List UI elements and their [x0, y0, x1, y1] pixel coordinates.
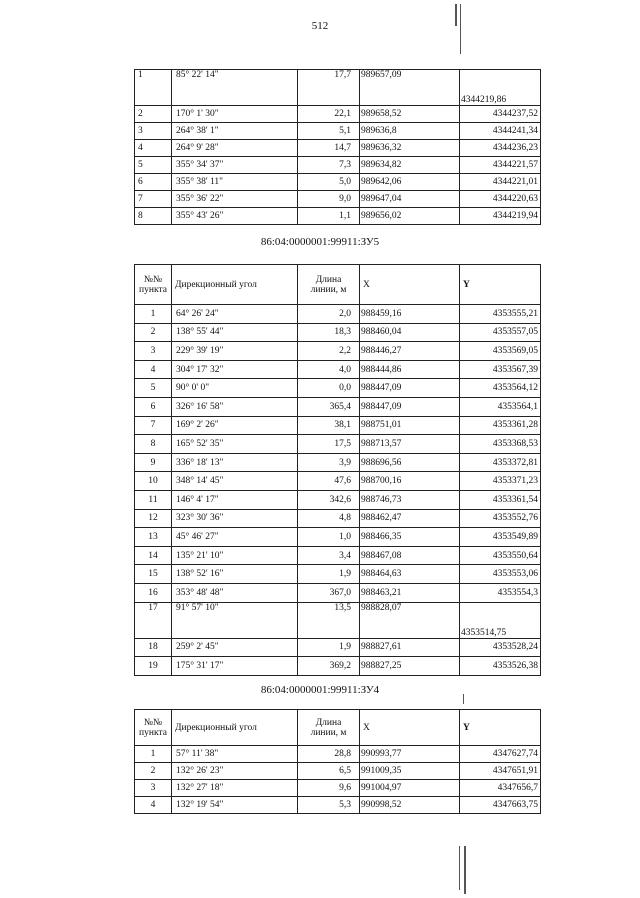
- parcel-caption-zu5: 86:04:0000001:99911:ЗУ5: [260, 236, 380, 248]
- cell-direction-angle: 259° 2' 45": [172, 638, 298, 657]
- cell-point-number: 6: [135, 397, 172, 416]
- cell-point-number: 10: [135, 472, 172, 491]
- table-row: [135, 638, 541, 657]
- cell-y: 4344237,52: [460, 106, 541, 123]
- table-row: [135, 583, 541, 602]
- cell-direction-angle: 45° 46' 27": [172, 528, 298, 547]
- cell-point-number: 3: [135, 123, 172, 140]
- header-direction-angle: Дирекционный угол: [172, 265, 298, 305]
- table-row: [135, 528, 541, 547]
- cell-y: 4344219,86: [460, 70, 541, 106]
- cell-y: 4353557,05: [460, 323, 541, 342]
- cell-x: 988462,47: [360, 509, 460, 528]
- cell-line-length: 28,8: [298, 746, 360, 763]
- cell-direction-angle: 304° 17' 32": [172, 360, 298, 379]
- table-row: [135, 140, 541, 157]
- coordinates-table-continued: [134, 69, 541, 225]
- cell-x: 988466,35: [360, 528, 460, 547]
- cell-x: 988444,86: [360, 360, 460, 379]
- cell-direction-angle: 64° 26' 24": [172, 305, 298, 324]
- cell-point-number: 2: [135, 763, 172, 780]
- cell-x: 988713,57: [360, 435, 460, 454]
- cell-direction-angle: 264° 38' 1": [172, 123, 298, 140]
- cell-y: 4353361,54: [460, 490, 541, 509]
- scan-mark: [464, 846, 466, 894]
- cell-direction-angle: 146° 4' 17": [172, 490, 298, 509]
- cell-point-number: 7: [135, 191, 172, 208]
- cell-point-number: 1: [135, 70, 172, 106]
- cell-direction-angle: 229° 39' 19": [172, 342, 298, 361]
- cell-direction-angle: 348° 14' 45": [172, 472, 298, 491]
- header-line-length: Длина линии, м: [298, 710, 360, 746]
- cell-direction-angle: 138° 55' 44": [172, 323, 298, 342]
- cell-direction-angle: 132° 27' 18": [172, 780, 298, 797]
- cell-y: 4353368,53: [460, 435, 541, 454]
- table-row: [135, 208, 541, 225]
- header-point-number: №№ пункта: [135, 265, 172, 305]
- header-line-length: Длина линии, м: [298, 265, 360, 305]
- cell-line-length: 369,2: [298, 657, 360, 676]
- cell-direction-angle: 170° 1' 30": [172, 106, 298, 123]
- cell-direction-angle: 57° 11' 38": [172, 746, 298, 763]
- table-row: [135, 342, 541, 361]
- cell-x: 990993,77: [360, 746, 460, 763]
- cell-y: 4353564,1: [460, 397, 541, 416]
- table-body: [135, 305, 541, 676]
- cell-line-length: 5,1: [298, 123, 360, 140]
- table-row: [135, 435, 541, 454]
- cell-x: 988828,07: [360, 602, 460, 638]
- cell-x: 988696,56: [360, 453, 460, 472]
- cell-point-number: 12: [135, 509, 172, 528]
- cell-point-number: 1: [135, 305, 172, 324]
- coordinates-table-zu4: [134, 709, 541, 814]
- cell-y: 4353552,76: [460, 509, 541, 528]
- cell-direction-angle: 355° 34' 37": [172, 157, 298, 174]
- header-y: Y: [460, 265, 541, 305]
- scan-mark: [455, 4, 457, 26]
- cell-line-length: 4,8: [298, 509, 360, 528]
- table-row: [135, 797, 541, 814]
- cell-y: 4353550,64: [460, 546, 541, 565]
- cell-x: 989642,06: [360, 174, 460, 191]
- cell-x: 988700,16: [360, 472, 460, 491]
- cell-line-length: 2,2: [298, 342, 360, 361]
- cell-line-length: 6,5: [298, 763, 360, 780]
- cell-line-length: 3,9: [298, 453, 360, 472]
- table-row: [135, 323, 541, 342]
- table-row: [135, 509, 541, 528]
- cell-direction-angle: 323° 30' 36": [172, 509, 298, 528]
- cell-point-number: 6: [135, 174, 172, 191]
- cell-line-length: 17,5: [298, 435, 360, 454]
- cell-point-number: 1: [135, 746, 172, 763]
- cell-direction-angle: 355° 36' 22": [172, 191, 298, 208]
- cell-line-length: 367,0: [298, 583, 360, 602]
- cell-line-length: 1,1: [298, 208, 360, 225]
- cell-line-length: 22,1: [298, 106, 360, 123]
- cell-x: 988827,25: [360, 657, 460, 676]
- cell-x: 989657,09: [360, 70, 460, 106]
- cell-y: 4344221,57: [460, 157, 541, 174]
- cell-line-length: 0,0: [298, 379, 360, 398]
- cell-direction-angle: 90° 0' 0": [172, 379, 298, 398]
- table-body: [135, 70, 541, 225]
- cell-x: 988460,04: [360, 323, 460, 342]
- cell-direction-angle: 355° 43' 26": [172, 208, 298, 225]
- cell-y: 4353567,39: [460, 360, 541, 379]
- header-point-number: №№ пункта: [135, 710, 172, 746]
- table-row: [135, 602, 541, 638]
- cell-x: 988459,16: [360, 305, 460, 324]
- table-row: [135, 305, 541, 324]
- table-row: [135, 416, 541, 435]
- cell-point-number: 11: [135, 490, 172, 509]
- table-row: [135, 746, 541, 763]
- cell-point-number: 5: [135, 379, 172, 398]
- cell-y: 4353564,12: [460, 379, 541, 398]
- cell-direction-angle: 132° 26' 23": [172, 763, 298, 780]
- cell-y: 4353514,75: [460, 602, 541, 638]
- table-row: [135, 657, 541, 676]
- cell-direction-angle: 355° 38' 11": [172, 174, 298, 191]
- table-row: [135, 379, 541, 398]
- cell-line-length: 1,9: [298, 638, 360, 657]
- cell-line-length: 47,6: [298, 472, 360, 491]
- cell-point-number: 8: [135, 435, 172, 454]
- cell-point-number: 3: [135, 342, 172, 361]
- cell-direction-angle: 132° 19' 54": [172, 797, 298, 814]
- table-row: [135, 174, 541, 191]
- header-x: X: [360, 265, 460, 305]
- cell-point-number: 4: [135, 140, 172, 157]
- cell-y: 4353526,38: [460, 657, 541, 676]
- table-row: [135, 397, 541, 416]
- table-row: [135, 106, 541, 123]
- cell-direction-angle: 85° 22' 14": [172, 70, 298, 106]
- table-body: [135, 746, 541, 814]
- table-row: [135, 490, 541, 509]
- cell-direction-angle: 165° 52' 35": [172, 435, 298, 454]
- scan-mark: [459, 846, 460, 890]
- cell-x: 988746,73: [360, 490, 460, 509]
- table-row: [135, 123, 541, 140]
- cell-direction-angle: 353° 48' 48": [172, 583, 298, 602]
- cell-x: 989647,04: [360, 191, 460, 208]
- cell-line-length: 7,3: [298, 157, 360, 174]
- cell-y: 4344241,34: [460, 123, 541, 140]
- page-number: 512: [311, 20, 329, 32]
- cell-y: 4353372,81: [460, 453, 541, 472]
- table-row: [135, 453, 541, 472]
- cell-y: 4344219,94: [460, 208, 541, 225]
- cell-x: 989634,82: [360, 157, 460, 174]
- cell-y: 4353553,06: [460, 565, 541, 584]
- cell-line-length: 365,4: [298, 397, 360, 416]
- cell-y: 4353361,28: [460, 416, 541, 435]
- cell-line-length: 5,0: [298, 174, 360, 191]
- cell-point-number: 3: [135, 780, 172, 797]
- cell-y: 4353554,3: [460, 583, 541, 602]
- cell-line-length: 1,9: [298, 565, 360, 584]
- cell-x: 989636,8: [360, 123, 460, 140]
- cell-point-number: 15: [135, 565, 172, 584]
- cell-direction-angle: 264° 9' 28": [172, 140, 298, 157]
- cell-x: 991004,97: [360, 780, 460, 797]
- cell-y: 4344236,23: [460, 140, 541, 157]
- cell-x: 989656,02: [360, 208, 460, 225]
- header-direction-angle: Дирекционный угол: [172, 710, 298, 746]
- cell-direction-angle: 169° 2' 26": [172, 416, 298, 435]
- cell-line-length: 342,6: [298, 490, 360, 509]
- cell-point-number: 7: [135, 416, 172, 435]
- table-row: [135, 70, 541, 106]
- cell-x: 988447,09: [360, 397, 460, 416]
- cell-point-number: 4: [135, 797, 172, 814]
- cell-x: 988467,08: [360, 546, 460, 565]
- cell-direction-angle: 336° 18' 13": [172, 453, 298, 472]
- parcel-caption-zu4: 86:04:0000001:99911:ЗУ4: [260, 684, 380, 696]
- cell-direction-angle: 175° 31' 17": [172, 657, 298, 676]
- cell-x: 988464,63: [360, 565, 460, 584]
- cell-point-number: 8: [135, 208, 172, 225]
- cell-x: 989658,52: [360, 106, 460, 123]
- table-row: [135, 763, 541, 780]
- cell-line-length: 2,0: [298, 305, 360, 324]
- cell-point-number: 2: [135, 323, 172, 342]
- table-row: [135, 546, 541, 565]
- cell-x: 988463,21: [360, 583, 460, 602]
- cell-point-number: 16: [135, 583, 172, 602]
- cell-x: 991009,35: [360, 763, 460, 780]
- cell-line-length: 17,7: [298, 70, 360, 106]
- cell-x: 988751,01: [360, 416, 460, 435]
- cell-y: 4353569,05: [460, 342, 541, 361]
- cell-line-length: 18,3: [298, 323, 360, 342]
- cell-point-number: 2: [135, 106, 172, 123]
- cell-y: 4353528,24: [460, 638, 541, 657]
- cell-y: 4344221,01: [460, 174, 541, 191]
- scan-mark: [460, 4, 461, 54]
- table-row: [135, 472, 541, 491]
- cell-x: 988827,61: [360, 638, 460, 657]
- cell-direction-angle: 138° 52' 16": [172, 565, 298, 584]
- cell-point-number: 13: [135, 528, 172, 547]
- table-row: [135, 191, 541, 208]
- cell-y: 4347651,91: [460, 763, 541, 780]
- coordinates-table-zu5: [134, 264, 541, 676]
- cell-line-length: 9,6: [298, 780, 360, 797]
- cell-direction-angle: 135° 21' 10": [172, 546, 298, 565]
- table-row: [135, 565, 541, 584]
- table-row: [135, 780, 541, 797]
- cell-x: 990998,52: [360, 797, 460, 814]
- cell-point-number: 19: [135, 657, 172, 676]
- cell-line-length: 13,5: [298, 602, 360, 638]
- cell-point-number: 5: [135, 157, 172, 174]
- cell-y: 4347663,75: [460, 797, 541, 814]
- header-x: X: [360, 710, 460, 746]
- cell-point-number: 4: [135, 360, 172, 379]
- cell-y: 4353555,21: [460, 305, 541, 324]
- cell-x: 988447,09: [360, 379, 460, 398]
- cell-x: 988446,27: [360, 342, 460, 361]
- cell-y: 4344220,63: [460, 191, 541, 208]
- table-row: [135, 157, 541, 174]
- header-y: Y: [460, 710, 541, 746]
- cell-line-length: 5,3: [298, 797, 360, 814]
- cell-point-number: 17: [135, 602, 172, 638]
- cell-point-number: 18: [135, 638, 172, 657]
- cell-direction-angle: 91° 57' 10": [172, 602, 298, 638]
- cell-line-length: 3,4: [298, 546, 360, 565]
- cell-y: 4347656,7: [460, 780, 541, 797]
- cell-point-number: 9: [135, 453, 172, 472]
- cell-direction-angle: 326° 16' 58": [172, 397, 298, 416]
- cell-line-length: 38,1: [298, 416, 360, 435]
- cell-line-length: 1,0: [298, 528, 360, 547]
- cell-line-length: 9,0: [298, 191, 360, 208]
- cell-line-length: 14,7: [298, 140, 360, 157]
- cell-line-length: 4,0: [298, 360, 360, 379]
- cell-y: 4353371,23: [460, 472, 541, 491]
- cell-x: 989636,32: [360, 140, 460, 157]
- cell-y: 4353549,89: [460, 528, 541, 547]
- cell-y: 4347627,74: [460, 746, 541, 763]
- table-row: [135, 360, 541, 379]
- cell-point-number: 14: [135, 546, 172, 565]
